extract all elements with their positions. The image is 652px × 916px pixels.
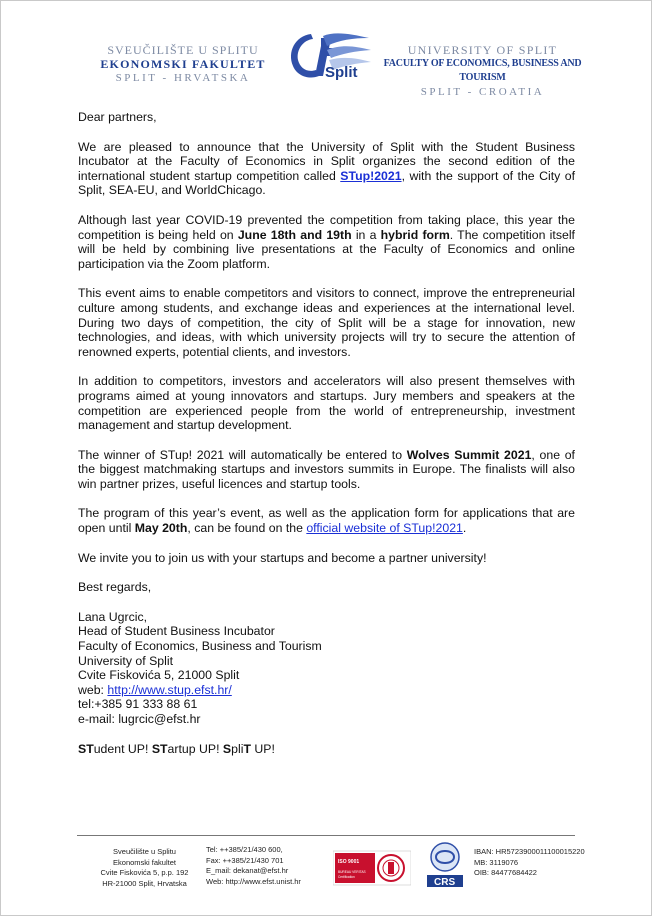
slogan-part: pli [231, 741, 244, 756]
footer-line: Sveučilište u Splitu [113, 847, 176, 856]
footer-line: Web: http://www.efst.unist.hr [206, 876, 301, 886]
signature-university: University of Split [78, 653, 173, 668]
slogan-part: artup UP! [167, 741, 223, 756]
p1-text-end: , with the support of the City of Split, SEA-EU, and WorldChicago. [78, 168, 576, 198]
closing: Best regards, [78, 580, 152, 595]
header-right-line2: FACULTY OF ECONOMICS, BUSINESS AND TOURISM [383, 58, 582, 83]
signature-name: Lana Ugrcic, [78, 609, 148, 624]
footer-line: OIB: 84477684422 [474, 868, 537, 877]
p2-text-c: in a [351, 227, 381, 242]
p6-text-d: . [462, 521, 467, 536]
p2-text-a: Although last year COVID-19 prevented the competition from taking place, this year the competition is being held on [78, 212, 575, 242]
iso-certification-icon [333, 843, 411, 889]
footer-address [92, 847, 197, 889]
crs-certification-icon [424, 839, 466, 891]
signature-title: Head of Student Business Incubator [78, 624, 275, 639]
logo-split-text: Split [325, 64, 358, 81]
signature-email: e-mail: lugrcic@efst.hr [78, 712, 201, 726]
footer-line: Fax: ++385/21/430 701 [206, 855, 284, 865]
letter-body [78, 110, 575, 756]
svg-text:ISO 9001: ISO 9001 [338, 859, 360, 865]
footer-line: Tel: ++385/21/430 600, [206, 845, 283, 854]
paragraph-invite: We invite you to join us with your startups and become a partner university! [78, 550, 487, 565]
header-left-block [88, 43, 278, 85]
signature-address: Cvite Fiskovića 5, 21000 Split [78, 668, 240, 683]
official-website-link[interactable]: official website of STup!2021 [306, 521, 463, 536]
paragraph-winner [78, 448, 575, 492]
footer-line: HR-21000 Split, Hrvatska [102, 878, 187, 888]
footer-divider [77, 835, 575, 836]
p1-text: We are pleased to announce that the University of Split with the Student Business Incubator at the Faculty of Economics in Split organizes the second edition of the international student startup competition called [78, 139, 575, 183]
footer-line: MB: 3119076 [474, 857, 519, 867]
paragraph-aims: This event aims to enable competitors and visitors to connect, improve the entrepreneurial culture among students, and exchange ideas and experiences at the international level. During two days of competition, the city of Split will be a stage for innovation, new technologies, and ideas, with which university projects will try to secure the attention of renowned experts, potential clients, and investors. [78, 286, 575, 359]
greeting: Dear partners, [78, 110, 157, 124]
p5-wolves: Wolves Summit 2021 [406, 447, 532, 462]
header-right-line3: SPLIT - CROATIA [420, 86, 545, 98]
paragraph-intro [78, 140, 575, 198]
footer-contact [206, 845, 324, 887]
p2-text-e: . The competition itself will be held by combining live presentations at the Faculty of Economics and online participation via the Zoom platform. [78, 227, 575, 271]
slogan-part: UP! [250, 741, 275, 756]
slogan-part: T [243, 741, 251, 756]
paragraph-dates [78, 213, 575, 271]
paragraph-program [78, 506, 575, 535]
p6-deadline: May 20th [134, 521, 188, 536]
paragraph-programs: In addition to competitors, investors and accelerators will also present themselves with programs aimed at young innovators and startups. Jury members and speakers at the competition are experienced people from the world of entrepreneurship, investment management and startup development. [78, 374, 575, 433]
svg-text:BUREAU VERITAS: BUREAU VERITAS [338, 870, 366, 874]
slogan [78, 742, 575, 757]
p6-text-a: The program of this year’s event, as well as the application form for applications that are open until [78, 506, 575, 536]
svg-text:CRS: CRS [434, 877, 456, 888]
svg-text:Certification: Certification [338, 875, 355, 879]
header-left-line2: EKONOMSKI FAKULTET [100, 57, 266, 71]
p5-text-a: The winner of STup! 2021 will automatically be entered to [78, 447, 407, 462]
signature-block [78, 610, 575, 727]
web-label: web: [78, 682, 108, 697]
p2-hybrid: hybrid form [380, 227, 450, 242]
footer-line: E_mail: dekanat@efst.hr [206, 866, 289, 875]
p6-text-c: , can be found on the [187, 521, 307, 536]
stup-web-link[interactable]: http://www.stup.efst.hr/ [107, 682, 232, 697]
slogan-part: S [222, 741, 232, 756]
signature-faculty: Faculty of Economics, Business and Tourism [78, 639, 322, 654]
footer-line: Ekonomski fakultet [113, 857, 176, 867]
header-left-line1: SVEUČILIŠTE U SPLITU [107, 43, 259, 57]
header-left-line3: SPLIT - HRVATSKA [115, 72, 251, 84]
slogan-part: ST [78, 741, 94, 756]
signature-web [78, 683, 575, 698]
footer-line: IBAN: HR5723900011100015220 [474, 847, 585, 856]
stup-link[interactable]: STup!2021 [340, 168, 402, 183]
signature-tel: tel:+385 91 333 88 61 [78, 697, 198, 712]
p2-dates: June 18th and 19th [237, 227, 352, 242]
footer-bank [474, 847, 604, 879]
slogan-part: udent UP! [93, 741, 152, 756]
p5-text-c: , one of the biggest matchmaking startups and investors summits in Europe. The finalists will also win partner prizes, useful licences and startup tools. [78, 447, 575, 491]
header-right-block [375, 43, 590, 99]
slogan-part: ST [151, 741, 168, 756]
header-right-line1: UNIVERSITY OF SPLIT [407, 43, 558, 57]
footer-line: Cvite Fiskovića 5, p.p. 192 [100, 868, 189, 877]
